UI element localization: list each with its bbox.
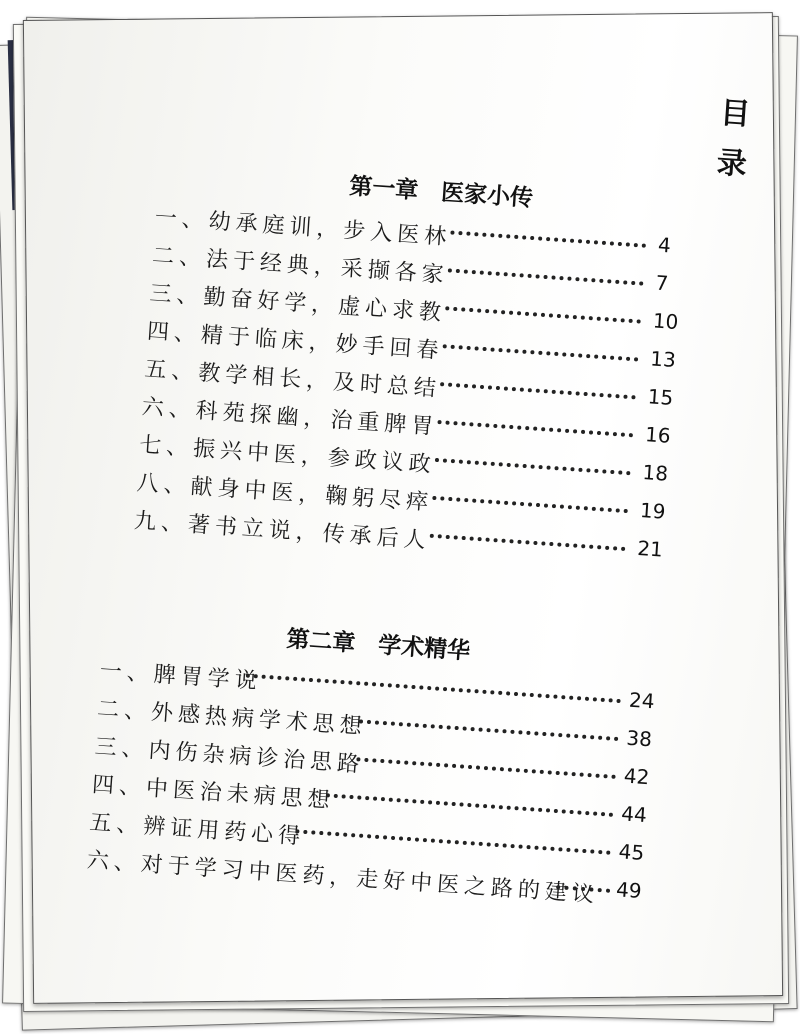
- toc-entry-page: 16: [644, 422, 672, 448]
- toc-entry-label: 一、幼承庭训，步入医林: [153, 205, 452, 251]
- toc-entry-label: 六、对于学习中医药，走好中医之路的建议: [86, 848, 600, 909]
- dot-leader: [356, 757, 616, 779]
- dot-leader: [440, 382, 636, 399]
- dot-leader: [430, 534, 626, 551]
- toc-entry-page: 49: [615, 877, 643, 903]
- toc-entry-label: 一、脾胃学说: [98, 658, 263, 695]
- toc-page: [23, 12, 783, 1004]
- toc-entry-page: 18: [641, 460, 669, 486]
- page-title: [710, 88, 757, 190]
- dot-leader: [432, 496, 628, 513]
- dot-leader: [246, 674, 621, 704]
- toc-entry-page: 44: [620, 801, 648, 828]
- toc-entry-label: 二、外感热病学术思想: [96, 696, 368, 740]
- toc-entry-label: 三、内伤杂病诊治思路: [93, 734, 365, 778]
- dot-leader: [448, 268, 644, 285]
- toc-entry-page: 42: [623, 763, 651, 790]
- page-title-char: 录: [715, 145, 748, 183]
- dot-leader: [443, 344, 639, 361]
- toc-entry-page: 7: [654, 270, 670, 296]
- dot-leader: [326, 793, 614, 817]
- toc-entry-page: 45: [617, 839, 645, 866]
- dot-leader: [359, 719, 619, 741]
- toc-entry-page: 19: [639, 498, 667, 524]
- toc-entry-page: 13: [649, 346, 677, 373]
- toc-entry-page: 10: [652, 308, 680, 335]
- page-title-char: 目: [719, 95, 752, 133]
- toc-entry-label: 三、勤奋好学，虚心求教: [148, 281, 447, 327]
- toc-entry-label: 七、振兴中医，参政议政: [138, 432, 437, 478]
- toc-entry-label: 二、法于经典，采撷各家: [151, 243, 450, 289]
- dot-leader: [450, 230, 646, 247]
- toc-entry-page: 24: [628, 687, 656, 714]
- dot-leader: [437, 420, 633, 437]
- table-of-contents: [23, 21, 770, 1004]
- dot-leader: [445, 306, 641, 323]
- toc-entry-page: 15: [646, 384, 675, 410]
- toc-entry-label: 五、辨证用药心得: [88, 810, 306, 850]
- toc-entry-label: 五、教学相长，及时总结: [143, 356, 442, 403]
- toc-entry-label: 四、中医治未病思想: [91, 772, 336, 814]
- toc-entry-page: 38: [625, 725, 653, 752]
- toc-entry-label: 四、精于临床，妙手回春: [146, 319, 445, 365]
- dot-leader: [435, 458, 631, 475]
- chapter-heading: 第一章 医家小传: [348, 172, 534, 212]
- toc-entry-label: 八、献身中医，鞠躬尽瘁: [135, 470, 434, 516]
- toc-entry-label: 九、著书立说，传承后人: [133, 508, 432, 554]
- toc-entry-label: 六、科苑探幽，治重脾胃: [141, 394, 440, 441]
- chapter-heading: 第二章 学术精华: [285, 625, 471, 665]
- toc-entry-page: 4: [657, 232, 672, 258]
- toc-entry-page: 21: [636, 535, 664, 562]
